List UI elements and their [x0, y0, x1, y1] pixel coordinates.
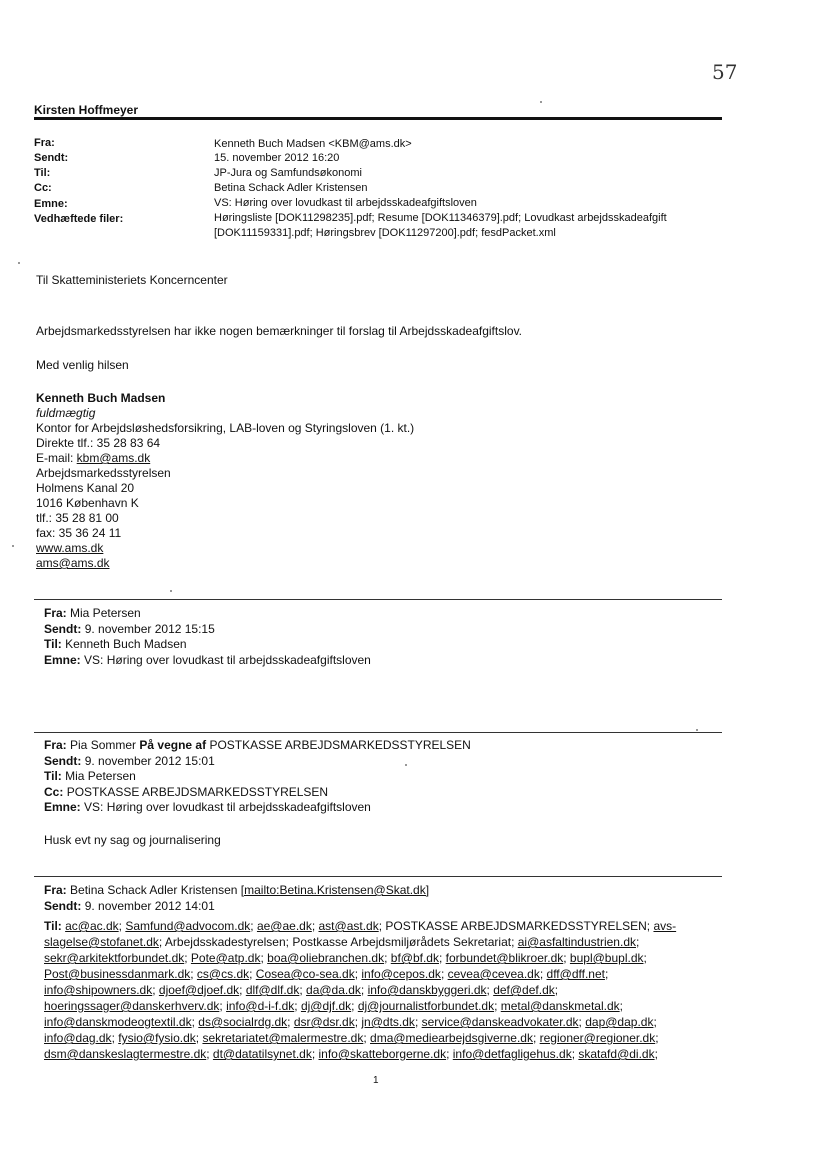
recipient-separator-text: ; [643, 951, 647, 965]
closing: Med venlig hilsen [36, 358, 129, 372]
signature-web-link[interactable]: www.ams.dk [36, 541, 104, 555]
fwd2-to-value: Mia Petersen [65, 769, 136, 783]
recipient-email-link[interactable]: fysio@fysio.dk [118, 1031, 196, 1045]
fwd2-sent-label: Sendt: [44, 753, 82, 768]
fwd2-subject-label: Emne: [44, 800, 81, 814]
recipient-email-link[interactable]: info@danskbyggeri.dk [367, 983, 487, 997]
page-number: 1 [373, 1075, 379, 1086]
recipient-separator-text: ; [299, 983, 307, 997]
recipient-separator-text: ; [354, 967, 362, 981]
recipient-separator-text: ; [563, 951, 570, 965]
recipient-items [44, 919, 676, 1061]
fwd1-to-label: Til: [44, 637, 62, 651]
fwd3-sent-value: 9. november 2012 14:01 [84, 898, 215, 913]
recipient-separator-text: ; [206, 1047, 213, 1061]
recipient-separator-text: ; [260, 951, 268, 965]
recipient-separator-text: ; [636, 935, 640, 949]
message-body: Arbejdsmarkedsstyrelsen har ikke nogen bemærkninger til forslag til Arbejdsskadeafgiftslov. [36, 324, 523, 338]
separator-3 [34, 876, 722, 877]
print-author: Kirsten Hoffmeyer [34, 103, 139, 117]
fwd1-subject-value: VS: Høring over lovudkast til arbejdsskadeafgiftsloven [84, 652, 371, 667]
recipient-email-link[interactable]: ai@asfaltindustrien.dk [517, 935, 636, 949]
fwd1-sent-label: Sendt: [44, 621, 82, 636]
recipient-separator-text: ; [184, 951, 191, 965]
recipient-separator-text: ; [152, 983, 159, 997]
forward-header-3 [44, 883, 709, 914]
fwd2-note: Husk evt ny sag og journalisering [44, 833, 221, 847]
handwritten-page-number: 57 [712, 60, 738, 84]
recipient-separator-text: ; Arbejdsskadestyrelsen; Postkasse Arbejdsmiljørådets Sekretariat; [158, 935, 518, 949]
recipient-email-link[interactable]: regioner@regioner.dk [539, 1031, 656, 1045]
fwd1-subject-label: Emne: [44, 652, 81, 667]
recipient-email-link[interactable]: forbundet@blikroer.dk [445, 951, 564, 965]
fwd2-sent-value: 9. november 2012 15:01 [84, 753, 215, 768]
recipient-email-link[interactable]: dt@datatilsynet.dk [212, 1047, 312, 1061]
signature-fax: fax: 35 36 24 11 [36, 526, 122, 540]
recipient-email-link[interactable]: info@d-i-f.dk [226, 999, 295, 1013]
subject-label: Emne: [34, 198, 68, 210]
recipient-separator-text: ; [311, 919, 319, 933]
recipient-separator-text: ; [363, 1031, 371, 1045]
recipient-separator-text: ; [118, 919, 126, 933]
recipient-email-link[interactable]: Pote@atp.dk [190, 951, 261, 965]
recipient-separator-text: ; [239, 983, 246, 997]
recipient-separator-text: ; [190, 967, 197, 981]
recipient-separator-text: ; [351, 999, 358, 1013]
recipient-separator-text: ; [486, 983, 494, 997]
scan-speck [170, 590, 172, 592]
scan-speck [540, 101, 542, 103]
recipient-email-link[interactable]: bupl@bupl.dk [569, 951, 644, 965]
recipient-separator-text: ; [414, 1015, 422, 1029]
fwd1-to-value: Kenneth Buch Madsen [65, 637, 187, 651]
recipient-email-link[interactable]: sekretariatet@malermestre.dk [202, 1031, 364, 1045]
recipient-separator-text: ; [384, 951, 391, 965]
separator-2 [34, 732, 722, 733]
recipient-separator-text: ; [195, 1031, 203, 1045]
recipient-separator-text: ; [440, 967, 448, 981]
recipient-email-link[interactable]: cevea@cevea.dk [447, 967, 540, 981]
recipient-separator-text: ; [294, 999, 301, 1013]
fwd2-subject-value: VS: Høring over lovudkast til arbejdsskadeafgiftsloven [84, 800, 371, 814]
signature-mail-link[interactable]: ams@ams.dk [36, 556, 110, 570]
scan-speck [696, 729, 698, 731]
recipient-separator-text: ; [654, 1047, 658, 1061]
separator-1 [34, 599, 722, 600]
signature-email-prefix: E-mail: [36, 451, 77, 465]
recipient-email-link[interactable]: info@cepos.dk [361, 967, 441, 981]
recipient-email-link[interactable]: dap@dap.dk [585, 1015, 654, 1029]
scan-speck [405, 764, 407, 766]
forward-header-2 [44, 738, 709, 816]
recipient-separator-text: ; [532, 1031, 540, 1045]
recipient-separator-text: ; [539, 967, 547, 981]
recipient-email-link[interactable]: def@def.dk [493, 983, 555, 997]
recipient-email-link[interactable]: ac@ac.dk [65, 919, 119, 933]
signature-org: Arbejdsmarkedsstyrelsen [36, 466, 171, 480]
recipient-list [44, 918, 709, 1062]
recipient-separator-text: ; [360, 983, 368, 997]
signature-direct-phone: Direkte tlf.: 35 28 83 64 [36, 436, 161, 450]
recipient-email-link[interactable]: bf@bf.dk [390, 951, 439, 965]
attachments-line-1: Høringsliste [DOK11298235].pdf; Resume [DOK11346379].pdf; Lovudkast arbejdsskadeafgift [214, 212, 667, 224]
signature-email-row [36, 451, 414, 466]
fwd3-from-label: Fra: [44, 883, 67, 897]
recipient-email-link[interactable]: info@danskmodeogtextil.dk [44, 1015, 192, 1029]
recipient-email-link[interactable]: ast@ast.dk [318, 919, 379, 933]
subject-value: VS: Høring over lovudkast til arbejdsskadeafgiftsloven [214, 197, 477, 209]
recipient-separator-text: ; [250, 919, 257, 933]
cc-label: Cc: [34, 182, 52, 194]
recipient-separator-text: ; [438, 951, 446, 965]
recipient-separator-text: ; [619, 999, 623, 1013]
recipient-separator-text: ; [249, 967, 256, 981]
recipient-email-link[interactable]: ae@ae.dk [256, 919, 312, 933]
sent-label: Sendt: [34, 152, 69, 164]
signature-phone: tlf.: 35 28 81 00 [36, 511, 119, 525]
recipient-email-link[interactable]: hoeringssager@danskerhverv.dk [44, 999, 220, 1013]
signature-city: 1016 København K [36, 496, 139, 510]
recipient-separator-text: ; [494, 999, 501, 1013]
fwd3-from-value: Betina Schack Adler Kristensen [70, 883, 238, 897]
fwd3-sent-label: Sendt: [44, 898, 82, 913]
recipient-email-link[interactable]: dsm@danskeslagtermestre.dk [44, 1047, 207, 1061]
scan-speck [12, 545, 14, 547]
fwd2-cc-label: Cc: [44, 784, 64, 799]
fwd2-from-label: Fra: [44, 738, 67, 752]
from-value: Kenneth Buch Madsen <KBM@ams.dk> [214, 138, 412, 150]
recipient-email-link[interactable]: dsr@dsr.dk [293, 1015, 355, 1029]
recipient-email-link[interactable]: skatafd@di.dk [578, 1047, 655, 1061]
recipient-email-link[interactable]: cs@cs.dk [196, 967, 250, 981]
signature-street: Holmens Kanal 20 [36, 481, 135, 495]
forward-header-1 [44, 606, 709, 668]
recipient-separator-text: ; [287, 1015, 294, 1029]
recipient-separator-text: ; [311, 1047, 319, 1061]
recipient-separator-text: ; [446, 1047, 453, 1061]
fwd2-to-label: Til: [44, 769, 62, 783]
recipient-email-link[interactable]: djoef@djoef.dk [158, 983, 240, 997]
greeting: Til Skatteministeriets Koncerncenter [36, 273, 228, 287]
recipient-email-link[interactable]: Samfund@advocom.dk [125, 919, 251, 933]
recipient-email-link[interactable]: ds@socialrdg.dk [198, 1015, 288, 1029]
recipient-email-link[interactable]: service@danskeadvokater.dk [421, 1015, 579, 1029]
recipient-separator-text: ; POSTKASSE ARBEJDSMARKEDSSTYRELSEN; [378, 919, 654, 933]
recipient-email-link[interactable]: dff@dff.net [546, 967, 605, 981]
to-label: Til: [34, 167, 51, 179]
signature-title: fuldmægtig [36, 406, 96, 420]
recipient-separator-text: ; [571, 1047, 579, 1061]
signature-office: Kontor for Arbejdsløshedsforsikring, LAB-loven og Styringsloven (1. kt.) [36, 421, 415, 435]
recipient-email-link[interactable]: info@dag.dk [44, 1031, 112, 1045]
fwd3-to-label: Til: [44, 919, 62, 933]
recipient-email-link[interactable]: avs-slagelse@stofanet.dk [44, 919, 677, 949]
recipient-email-link[interactable]: da@da.dk [306, 983, 361, 997]
fwd2-from-value: Pia Sommer [70, 738, 137, 752]
sent-value: 15. november 2012 16:20 [214, 152, 340, 164]
scan-speck [18, 262, 20, 264]
fwd1-sent-value: 9. november 2012 15:15 [84, 621, 215, 636]
recipient-email-link[interactable]: dlf@dlf.dk [245, 983, 300, 997]
recipient-email-link[interactable]: Post@businessdanmark.dk [44, 967, 191, 981]
fwd1-from-label: Fra: [44, 606, 67, 620]
signature-name: Kenneth Buch Madsen [36, 391, 166, 405]
recipient-separator-text: ; [191, 1015, 199, 1029]
signature-block [36, 391, 414, 571]
recipient-separator-text: ; [655, 1031, 659, 1045]
cc-value: Betina Schack Adler Kristensen [214, 182, 368, 194]
recipient-separator-text: ; [111, 1031, 119, 1045]
recipient-email-link[interactable]: dj@djf.dk [300, 999, 352, 1013]
fwd1-from-value: Mia Petersen [70, 606, 141, 620]
fwd2-behalf-value: POSTKASSE ARBEJDSMARKEDSSTYRELSEN [209, 738, 471, 752]
fwd2-cc-value: POSTKASSE ARBEJDSMARKEDSSTYRELSEN [66, 784, 329, 799]
recipient-email-link[interactable]: info@detfagligehus.dk [452, 1047, 572, 1061]
fwd2-behalf-label: På vegne af [139, 738, 207, 752]
recipient-separator-text: ; [578, 1015, 586, 1029]
recipient-separator-text: ; [653, 1015, 657, 1029]
recipient-separator-text: ; [604, 967, 609, 981]
recipient-email-link[interactable]: dma@mediearbejdsgiverne.dk [370, 1031, 533, 1045]
recipient-email-link[interactable]: info@shipowners.dk [44, 983, 153, 997]
recipient-email-link[interactable]: jn@dts.dk [361, 1015, 415, 1029]
recipient-separator-text: ; [354, 1015, 362, 1029]
header-rule [34, 117, 722, 120]
recipient-email-link[interactable]: dj@journalistforbundet.dk [357, 999, 495, 1013]
signature-email-link[interactable]: kbm@ams.dk [76, 451, 151, 465]
recipient-email-link[interactable]: sekr@arkitektforbundet.dk [44, 951, 185, 965]
to-value: JP-Jura og Samfundsøkonomi [214, 167, 362, 179]
recipient-separator-text: ; [219, 999, 227, 1013]
attachments-label: Vedhæftede filer: [34, 213, 124, 225]
fwd3-mailto-link[interactable]: [mailto:Betina.Kristensen@Skat.dk] [240, 883, 430, 897]
recipient-separator-text: ; [554, 983, 559, 997]
recipient-email-link[interactable]: info@skatteborgerne.dk [318, 1047, 447, 1061]
from-label: Fra: [34, 137, 55, 149]
recipient-email-link[interactable]: boa@oliebranchen.dk [267, 951, 385, 965]
attachments-line-2: [DOK11159331].pdf; Høringsbrev [DOK11297200].pdf; fesdPacket.xml [214, 227, 556, 239]
recipient-email-link[interactable]: metal@danskmetal.dk [500, 999, 620, 1013]
recipient-email-link[interactable]: Cosea@co-sea.dk [255, 967, 355, 981]
